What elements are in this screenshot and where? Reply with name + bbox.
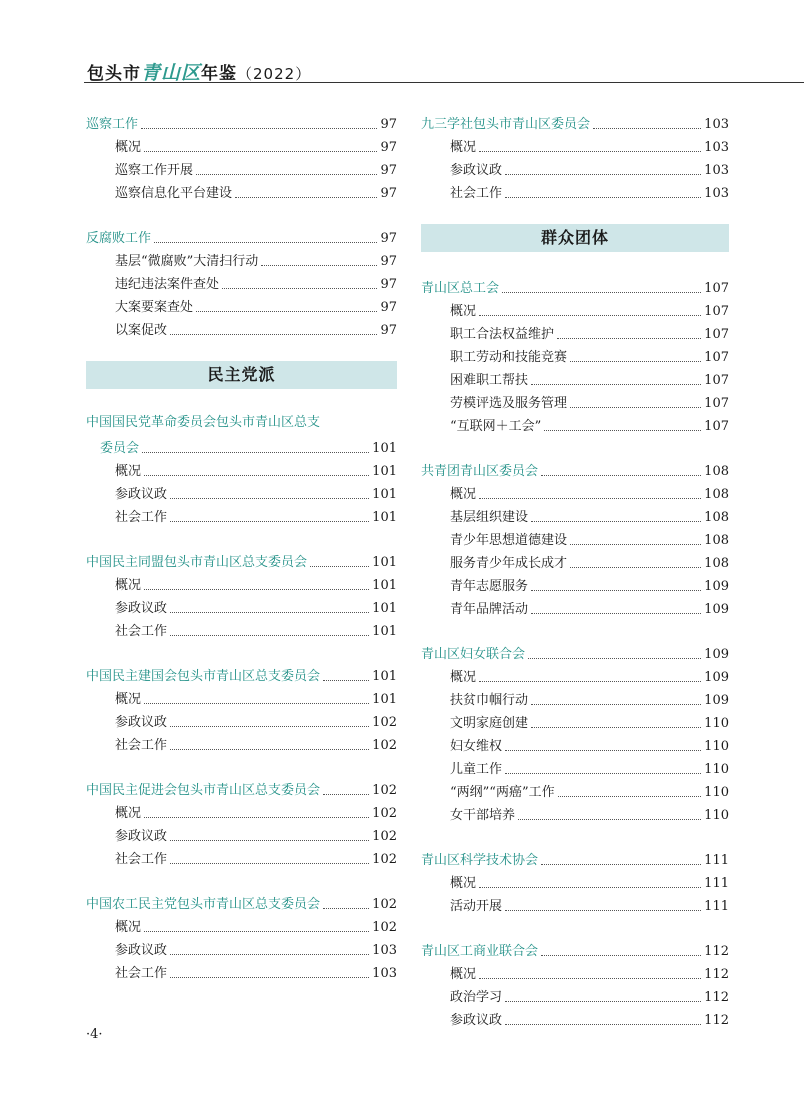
toc-entry-page: 110: [704, 739, 729, 754]
toc-entry-label: 职工劳动和技能竞赛: [450, 350, 568, 365]
toc-entry[interactable]: [421, 320, 729, 343]
toc-entry-page: 109: [704, 670, 729, 685]
toc-section: [86, 890, 397, 982]
toc-entry-page: 111: [704, 876, 729, 891]
toc-entry-label: 社会工作: [115, 510, 168, 525]
leader-dots: [541, 475, 701, 476]
leader-dots: [505, 174, 701, 175]
toc-entry-label: 劳模评选及服务管理: [450, 396, 568, 411]
toc-entry-label: 中国民主促进会包头市青山区总支委员会: [86, 783, 321, 798]
toc-entry-page: 108: [704, 533, 729, 548]
toc-entry-page: 112: [704, 944, 729, 959]
leader-dots: [144, 817, 369, 818]
toc-entry[interactable]: [421, 366, 729, 389]
toc-entry[interactable]: [86, 617, 397, 640]
toc-entry-label: 女干部培养: [450, 808, 516, 823]
leader-dots: [170, 334, 377, 335]
toc-entry-label: 参政议政: [450, 163, 503, 178]
toc-entry[interactable]: [421, 732, 729, 755]
toc-entry-page: 97: [380, 140, 397, 155]
leader-dots: [557, 338, 701, 339]
leader-dots: [142, 452, 369, 453]
toc-entry-page: 110: [704, 762, 729, 777]
leader-dots: [323, 794, 369, 795]
toc-entry[interactable]: [86, 799, 397, 822]
toc-section-heading[interactable]: [421, 846, 729, 869]
toc-entry-label: 中国农工民主党包头市青山区总支委员会: [86, 897, 321, 912]
toc-entry-label: 社会工作: [450, 186, 503, 201]
leader-dots: [505, 773, 701, 774]
leader-dots: [170, 612, 369, 613]
toc-section-heading[interactable]: [421, 640, 729, 663]
toc-entry-page: 97: [380, 186, 397, 201]
page-number: ·4·: [86, 1027, 103, 1042]
toc-entry-page: 97: [380, 323, 397, 338]
toc-entry-label: 中国民主同盟包头市青山区总支委员会: [86, 555, 308, 570]
toc-entry-label: 社会工作: [115, 738, 168, 753]
toc-entry-label: “两纲”“两癌”工作: [450, 785, 555, 800]
toc-entry-label: 参政议政: [115, 943, 168, 958]
toc-entry-label: 青山区工商业联合会: [421, 944, 539, 959]
leader-dots: [144, 931, 369, 932]
toc-entry-page: 111: [704, 853, 729, 868]
toc-entry-label: 社会工作: [115, 852, 168, 867]
leader-dots: [570, 407, 701, 408]
toc-entry[interactable]: [421, 503, 729, 526]
leader-dots: [479, 315, 701, 316]
toc-entry-label: “互联网＋工会”: [450, 419, 542, 434]
leader-dots: [479, 681, 701, 682]
toc-entry[interactable]: [421, 549, 729, 572]
toc-entry[interactable]: [421, 709, 729, 732]
toc-entry-page: 97: [380, 277, 397, 292]
leader-dots: [170, 863, 369, 864]
toc-entry-label: 概况: [115, 920, 142, 935]
toc-entry-label: 概况: [450, 967, 477, 982]
toc-entry-page: 109: [704, 693, 729, 708]
toc-entry-label: 巡察信息化平台建设: [115, 186, 233, 201]
toc-entry-page: 103: [704, 117, 729, 132]
leader-dots: [196, 311, 377, 312]
toc-entry-label: 概况: [115, 692, 142, 707]
leader-dots: [196, 174, 377, 175]
leader-dots: [531, 590, 701, 591]
toc-entry-label: 概况: [115, 464, 142, 479]
toc-entry[interactable]: [421, 595, 729, 618]
leader-dots: [570, 567, 701, 568]
title-year: （2022）: [237, 65, 312, 83]
toc-entry-page: 108: [704, 487, 729, 502]
toc-entry[interactable]: [86, 936, 397, 959]
toc-section: [421, 110, 729, 202]
toc-entry-page: 109: [704, 579, 729, 594]
toc-entry-label: 巡察工作: [86, 117, 139, 132]
toc-entry[interactable]: [86, 731, 397, 754]
toc-entry-page: 101: [372, 487, 397, 502]
toc-entry-label: 服务青少年成长成才: [450, 556, 568, 571]
toc-entry[interactable]: [421, 663, 729, 686]
toc-section-heading[interactable]: [86, 434, 397, 457]
toc-section: [421, 274, 729, 435]
toc-column-left: [86, 110, 397, 1004]
toc-entry[interactable]: [421, 960, 729, 983]
toc-entry-page: 97: [380, 163, 397, 178]
toc-entry[interactable]: [421, 755, 729, 778]
leader-dots: [531, 704, 701, 705]
toc-section: [421, 937, 729, 1029]
section-band-qunzhong: 群众团体: [421, 224, 729, 252]
leader-dots: [518, 819, 701, 820]
toc-entry-page: 110: [704, 785, 729, 800]
running-title: [87, 58, 311, 85]
toc-entry-label: 概况: [450, 304, 477, 319]
toc-entry-label: 青年品牌活动: [450, 602, 529, 617]
toc-entry-page: 101: [372, 624, 397, 639]
toc-entry-page: 108: [704, 556, 729, 571]
toc-entry-page: 107: [704, 373, 729, 388]
leader-dots: [222, 288, 377, 289]
leader-dots: [505, 197, 701, 198]
toc-entry-page: 97: [380, 300, 397, 315]
toc-entry-label: 职工合法权益维护: [450, 327, 555, 342]
leader-dots: [235, 197, 377, 198]
leader-dots: [170, 726, 369, 727]
toc-entry[interactable]: [421, 526, 729, 549]
toc-entry[interactable]: [421, 572, 729, 595]
toc-column-right: [421, 110, 729, 1051]
toc-entry-page: 107: [704, 281, 729, 296]
toc-entry-page: 97: [380, 231, 397, 246]
toc-entry-page: 102: [372, 715, 397, 730]
toc-section-heading[interactable]: [86, 548, 397, 571]
toc-entry[interactable]: [421, 686, 729, 709]
leader-dots: [558, 796, 702, 797]
leader-dots: [144, 703, 369, 704]
toc-entry-page: 101: [372, 441, 397, 456]
toc-entry-page: 97: [380, 117, 397, 132]
toc-entry-page: 107: [704, 350, 729, 365]
leader-dots: [170, 954, 369, 955]
toc-entry[interactable]: [86, 959, 397, 982]
toc-entry[interactable]: [421, 480, 729, 503]
toc-section-heading[interactable]: [86, 110, 397, 133]
toc-entry[interactable]: [86, 594, 397, 617]
toc-entry-label: 文明家庭创建: [450, 716, 529, 731]
leader-dots: [154, 242, 377, 243]
toc-section: [86, 411, 397, 526]
toc-entry-page: 101: [372, 578, 397, 593]
toc-entry-label: 委员会: [100, 441, 140, 456]
toc-entry-page: 109: [704, 647, 729, 662]
toc-entry-label: 活动开展: [450, 899, 503, 914]
toc-entry[interactable]: [86, 503, 397, 526]
toc-entry[interactable]: [421, 778, 729, 801]
toc-entry-label: 困难职工帮扶: [450, 373, 529, 388]
toc-entry[interactable]: [421, 156, 729, 179]
toc-entry-page: 102: [372, 806, 397, 821]
leader-dots: [170, 977, 369, 978]
toc-entry-page: 101: [372, 692, 397, 707]
toc-entry-page: 103: [704, 186, 729, 201]
leader-dots: [479, 887, 701, 888]
leader-dots: [544, 430, 701, 431]
toc-entry-label: 青山区总工会: [421, 281, 500, 296]
toc-entry-page: 110: [704, 716, 729, 731]
toc-entry[interactable]: [86, 156, 397, 179]
toc-entry-label: 参政议政: [450, 1013, 503, 1028]
header-rule: [84, 82, 804, 83]
toc-entry-page: 108: [704, 464, 729, 479]
toc-entry-page: 103: [372, 966, 397, 981]
toc-entry-page: 97: [380, 254, 397, 269]
toc-entry-page: 102: [372, 829, 397, 844]
leader-dots: [170, 749, 369, 750]
toc-entry-label: 社会工作: [115, 966, 168, 981]
toc-section-heading[interactable]: [86, 662, 397, 685]
toc-entry[interactable]: [86, 822, 397, 845]
toc-entry-label: 青山区科学技术协会: [421, 853, 539, 868]
toc-entry-page: 110: [704, 808, 729, 823]
toc-entry-page: 101: [372, 669, 397, 684]
toc-entry-label: 政治学习: [450, 990, 503, 1005]
toc-section: [86, 662, 397, 754]
toc-entry-page: 103: [704, 140, 729, 155]
leader-dots: [144, 475, 369, 476]
toc-section: [86, 110, 397, 202]
toc-entry[interactable]: [421, 412, 729, 435]
toc-entry-label: 以案促改: [115, 323, 168, 338]
toc-entry-page: 109: [704, 602, 729, 617]
leader-dots: [505, 910, 701, 911]
leader-dots: [505, 750, 701, 751]
toc-entry-label: 九三学社包头市青山区委员会: [421, 117, 591, 132]
toc-entry[interactable]: [421, 343, 729, 366]
toc-entry-page: 112: [704, 967, 729, 982]
toc-entry[interactable]: [86, 708, 397, 731]
toc-entry-label: 参政议政: [115, 487, 168, 502]
toc-entry-page: 102: [372, 897, 397, 912]
toc-entry-label: 青年志愿服务: [450, 579, 529, 594]
toc-entry-label: 青山区妇女联合会: [421, 647, 526, 662]
leader-dots: [531, 613, 701, 614]
toc-entry-label: 基层组织建设: [450, 510, 529, 525]
leader-dots: [570, 361, 701, 362]
toc-entry-page: 102: [372, 738, 397, 753]
toc-entry-page: 101: [372, 601, 397, 616]
leader-dots: [531, 384, 701, 385]
title-brand: 青山区: [141, 62, 202, 84]
toc-entry-label: 概况: [115, 806, 142, 821]
toc-entry-label: 青少年思想道德建设: [450, 533, 568, 548]
toc-entry[interactable]: [421, 297, 729, 320]
leader-dots: [570, 544, 701, 545]
toc-entry-label: 共青团青山区委员会: [421, 464, 539, 479]
toc-entry-label: 参政议政: [115, 601, 168, 616]
toc-entry[interactable]: [86, 845, 397, 868]
toc-entry-page: 101: [372, 510, 397, 525]
toc-entry-page: 101: [372, 555, 397, 570]
toc-section-heading[interactable]: [421, 937, 729, 960]
toc-entry[interactable]: [86, 316, 397, 339]
toc-entry-page: 103: [372, 943, 397, 958]
toc-entry-page: 102: [372, 783, 397, 798]
toc-entry[interactable]: [86, 913, 397, 936]
toc-entry-label: 大案要案查处: [115, 300, 194, 315]
toc-entry-label: 概况: [450, 670, 477, 685]
toc-section-heading[interactable]: [86, 890, 397, 913]
leader-dots: [541, 864, 701, 865]
toc-entry[interactable]: [421, 983, 729, 1006]
toc-entry[interactable]: [86, 571, 397, 594]
toc-entry[interactable]: [421, 801, 729, 824]
toc-entry[interactable]: [86, 685, 397, 708]
toc-entry[interactable]: [86, 179, 397, 202]
toc-entry-label: 妇女维权: [450, 739, 503, 754]
toc-entry-label: 基层“微腐败”大清扫行动: [115, 254, 259, 269]
toc-entry-page: 112: [704, 1013, 729, 1028]
leader-dots: [170, 840, 369, 841]
toc-section: [421, 457, 729, 618]
toc-entry-page: 107: [704, 419, 729, 434]
leader-dots: [531, 727, 701, 728]
toc-entry-page: 107: [704, 396, 729, 411]
toc-section: [421, 846, 729, 915]
leader-dots: [528, 658, 701, 659]
toc-section-heading[interactable]: [86, 224, 397, 247]
toc-section-heading[interactable]: [421, 457, 729, 480]
section-band-minzhu: 民主党派: [86, 361, 397, 389]
toc-entry[interactable]: [421, 133, 729, 156]
toc-entry[interactable]: [86, 480, 397, 503]
toc-entry-page: 108: [704, 510, 729, 525]
page-header: [0, 0, 804, 84]
toc-entry[interactable]: [421, 892, 729, 915]
toc-section-heading[interactable]: [421, 274, 729, 297]
leader-dots: [323, 680, 369, 681]
leader-dots: [593, 128, 701, 129]
leader-dots: [144, 589, 369, 590]
leader-dots: [261, 265, 377, 266]
leader-dots: [170, 635, 369, 636]
leader-dots: [541, 955, 701, 956]
leader-dots: [531, 521, 701, 522]
toc-entry-page: 101: [372, 464, 397, 479]
leader-dots: [144, 151, 377, 152]
toc-entry-page: 103: [704, 163, 729, 178]
toc-section: [421, 640, 729, 824]
leader-dots: [479, 151, 701, 152]
toc-entry-label: 概况: [450, 140, 477, 155]
leader-dots: [310, 566, 369, 567]
toc-section: [86, 776, 397, 868]
toc-entry-label: 违纪违法案件查处: [115, 277, 220, 292]
toc-entry[interactable]: [86, 133, 397, 156]
toc-entry-label: 参政议政: [115, 715, 168, 730]
toc-entry-label: 儿童工作: [450, 762, 503, 777]
leader-dots: [170, 498, 369, 499]
toc-entry-page: 102: [372, 920, 397, 935]
toc-entry[interactable]: [86, 270, 397, 293]
leader-dots: [505, 1001, 701, 1002]
toc-entry[interactable]: [421, 1006, 729, 1029]
toc-entry[interactable]: [86, 457, 397, 480]
toc-entry-label: 巡察工作开展: [115, 163, 194, 178]
leader-dots: [505, 1024, 701, 1025]
toc-entry-page: 111: [704, 899, 729, 914]
toc-entry-label: 概况: [450, 876, 477, 891]
leader-dots: [502, 292, 701, 293]
toc-entry[interactable]: [421, 179, 729, 202]
toc-section: [86, 548, 397, 640]
toc-entry-label: 中国民主建国会包头市青山区总支委员会: [86, 669, 321, 684]
toc-entry-page: 102: [372, 852, 397, 867]
toc-entry-page: 107: [704, 304, 729, 319]
title-suffix: 年鉴: [201, 64, 238, 84]
leader-dots: [479, 978, 701, 979]
toc-entry-label: 概况: [115, 140, 142, 155]
toc-entry[interactable]: [421, 389, 729, 412]
leader-dots: [323, 908, 369, 909]
toc-entry-label: 反腐败工作: [86, 231, 152, 246]
toc-entry-label: 扶贫巾帼行动: [450, 693, 529, 708]
toc-section: [86, 224, 397, 339]
toc-entry-label: 概况: [115, 578, 142, 593]
leader-dots: [170, 521, 369, 522]
toc-entry-page: 112: [704, 990, 729, 1005]
toc-entry[interactable]: [421, 869, 729, 892]
toc-entry[interactable]: [86, 247, 397, 270]
toc-entry[interactable]: [86, 293, 397, 316]
toc-entry-page: 107: [704, 327, 729, 342]
toc-section-heading[interactable]: [86, 776, 397, 799]
leader-dots: [479, 498, 701, 499]
toc-section-heading[interactable]: [421, 110, 729, 133]
title-prefix: 包头市: [87, 64, 141, 84]
toc-section-title[interactable]: 中国国民党革命委员会包头市青山区总支: [86, 415, 321, 430]
toc-entry-label: 社会工作: [115, 624, 168, 639]
toc-entry-label: 参政议政: [115, 829, 168, 844]
toc-entry-label: 概况: [450, 487, 477, 502]
leader-dots: [141, 128, 377, 129]
